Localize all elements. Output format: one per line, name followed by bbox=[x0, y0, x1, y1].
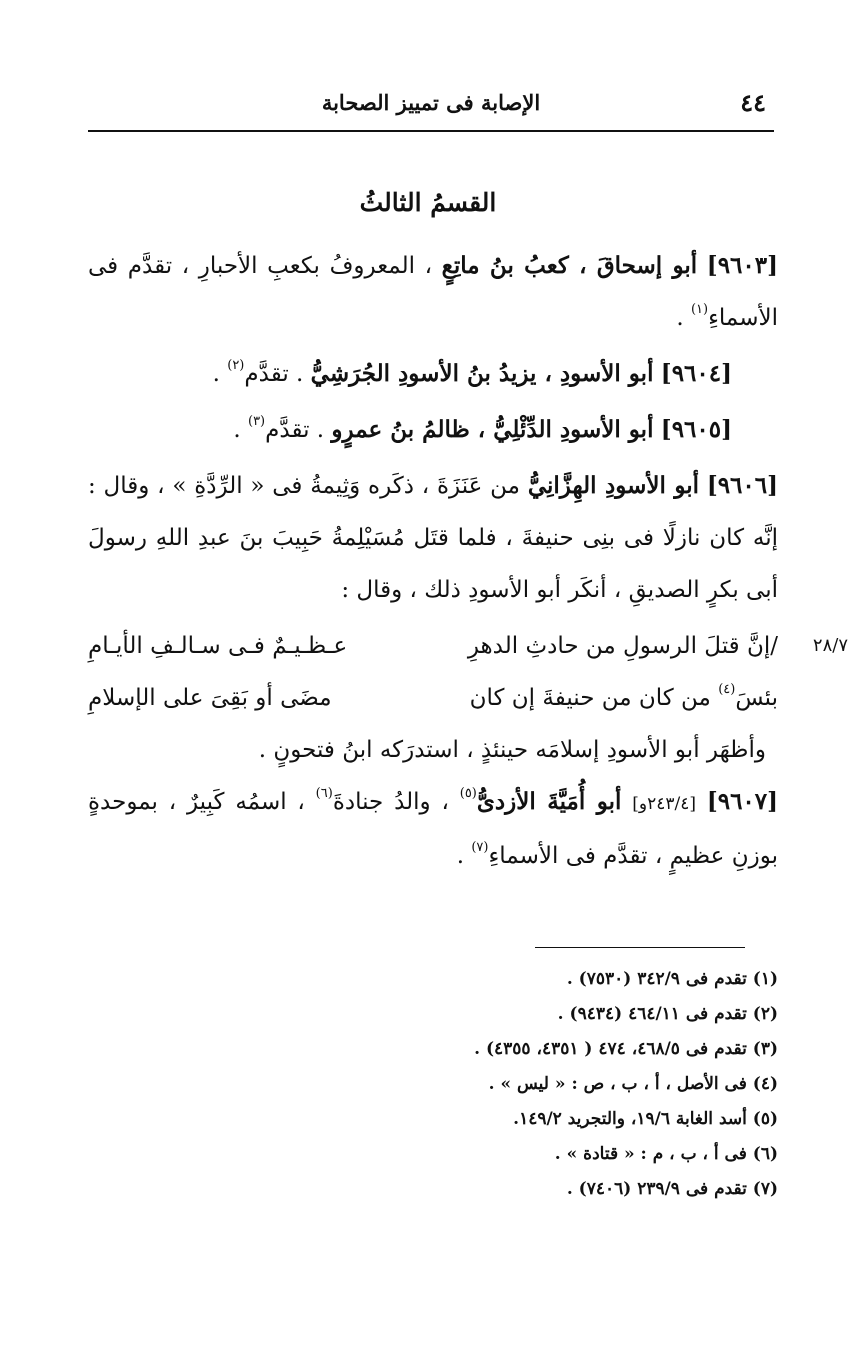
poem-closing-line: وأظهَر أبو الأسودِ إسلامَه حينئذٍ ، استدرَكه ابنُ فتحونٍ . bbox=[258, 737, 766, 763]
entry-text: . تقدَّم bbox=[265, 417, 325, 443]
verse-second-hemistich: عـظـيـمٌ فـى سـالـفِ الأيـامِ bbox=[88, 633, 348, 659]
verse-first-hemistich bbox=[448, 672, 778, 724]
entry-end: . bbox=[233, 417, 241, 443]
entry-9607 bbox=[88, 776, 778, 882]
page-number: ٤٤ bbox=[740, 88, 766, 117]
entry-text: ، والدُ جنادةَ bbox=[332, 789, 449, 815]
main-text bbox=[88, 240, 848, 886]
footnote-ref: (١) bbox=[690, 302, 709, 317]
entry-text: ، المعروفُ بكعبِ الأحبارِ ، تقدَّم فى الأسماءِ bbox=[88, 253, 778, 331]
entry-end: . bbox=[212, 361, 220, 387]
entry-9605 bbox=[88, 404, 778, 456]
footnote-ref: (٤) bbox=[718, 682, 736, 697]
footnote-ref: (٢) bbox=[227, 358, 245, 373]
entry-9603 bbox=[88, 240, 778, 344]
entry-number: [٩٦٠٣] bbox=[706, 252, 778, 279]
entry-9604 bbox=[88, 348, 778, 400]
entry-number: [٩٦٠٧] bbox=[706, 788, 779, 815]
entry-number: [٩٦٠٥] bbox=[660, 416, 732, 443]
edition-reference: [٢٤٣/٤و] bbox=[632, 794, 696, 814]
footnote: (٤) فى الأصل ، أ ، ب ، ص : « ليس » . bbox=[488, 1074, 778, 1094]
footnote-ref: (٣) bbox=[247, 414, 266, 429]
entry-name: أبو الأسودِ الدِّئْلِيُّ ، ظالمُ بنُ عمرٍو bbox=[331, 416, 654, 443]
entry-9606 bbox=[88, 460, 778, 616]
entry-name: أبو الأسودِ الهِزَّانِيُّ bbox=[527, 472, 700, 499]
entry-name: أبو إسحاقَ ، كعبُ بنُ ماتِعٍ bbox=[441, 252, 698, 279]
poem bbox=[88, 620, 848, 776]
footnote: (٣) تقدم فى ٤٦٨/٥، ٤٧٤ ( ٤٣٥١، ٤٣٥٥) . bbox=[474, 1039, 778, 1059]
verse-words: من كان من حنيفةَ إن كان bbox=[469, 685, 711, 711]
entry-text: . تقدَّم bbox=[244, 361, 304, 387]
entry-number: [٩٦٠٤] bbox=[660, 360, 732, 387]
entry-text: من عَنَزَةَ ، ذكَره وَثِيمةُ فى « الرِّدَّةِ » ، وقال : إنَّه كان نازلًا فى بنِى حنيفةَ ، فلما قتَل مُسَيْلِمةُ حَبِيبَ بنَ عبدِ اللهِ رسولَ أبى بكرٍ الصديقِ ، أنكَر أبو الأسودِ ذلك ، وقال : bbox=[88, 473, 778, 603]
header-rule bbox=[88, 130, 774, 132]
entry-end: . bbox=[456, 843, 465, 869]
verse-line bbox=[88, 620, 778, 672]
entry-end: . bbox=[676, 305, 684, 331]
footnote-ref: (٥) bbox=[459, 786, 477, 801]
footnote: (٦) فى أ ، ب ، م : « قتادة » . bbox=[554, 1144, 778, 1164]
entry-text: ، اسمُه كَبِيرٌ ، بموحدةٍ بوزنِ عظيمٍ ، تقدَّم فى الأسماءِ bbox=[88, 789, 778, 869]
footnote: (٢) تقدم فى ٤٦٤/١١ (٩٤٣٤) . bbox=[557, 1004, 778, 1024]
page-header bbox=[88, 88, 774, 128]
footnote: (٥) أسد الغابة ١٩/٦، والتجريد ١٤٩/٢. bbox=[513, 1109, 778, 1129]
footnotes bbox=[474, 962, 778, 1207]
verse-line bbox=[88, 672, 778, 724]
verse-second-hemistich: مضَى أو بَقِىَ على الإسلامِ bbox=[88, 685, 332, 711]
entry-name: أبو الأسودِ ، يزيدُ بنُ الأسودِ الجُرَشِيُّ bbox=[310, 360, 654, 387]
footnote-ref: (٧) bbox=[471, 840, 489, 855]
verse-first-hemistich: /إنَّ قتلَ الرسولِ من حادثِ الدهرِ bbox=[467, 633, 778, 659]
footnote: (١) تقدم فى ٣٤٢/٩ (٧٥٣٠) . bbox=[566, 969, 778, 989]
verse-word: بئسَ bbox=[735, 685, 778, 711]
footnote-ref: (٦) bbox=[315, 786, 333, 801]
section-heading: القسمُ الثالثُ bbox=[359, 188, 497, 217]
running-title: الإصابة فى تمييز الصحابة bbox=[321, 90, 541, 115]
footnote-rule bbox=[535, 947, 745, 948]
entry-name: أبو أُمَيَّةَ الأزدىُّ bbox=[476, 788, 622, 815]
margin-reference: ٢٨/٧ bbox=[812, 635, 848, 656]
entry-number: [٩٦٠٦] bbox=[706, 472, 779, 499]
footnote: (٧) تقدم فى ٢٣٩/٩ (٧٤٠٦) . bbox=[566, 1179, 778, 1199]
